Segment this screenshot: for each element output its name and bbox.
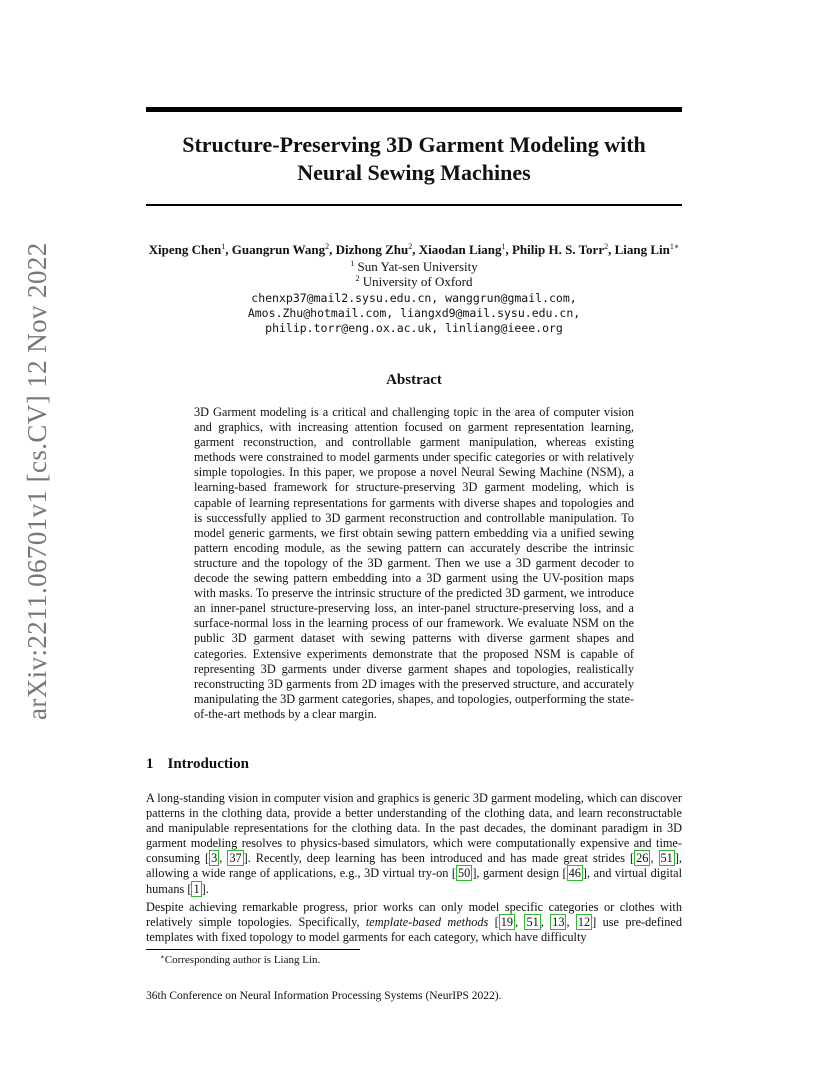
affiliation-name: Sun Yat-sen University — [357, 259, 478, 274]
email-line[interactable]: Amos.Zhu@hotmail.com, liangxd9@mail.sysu.edu.cn, — [247, 306, 581, 320]
author-name: Dizhong Zhu — [335, 242, 409, 257]
author-affiliation-mark: 2 — [325, 242, 330, 251]
footnote — [160, 954, 320, 966]
author-affiliation-mark: 1 — [221, 242, 226, 251]
citation-link[interactable]: 37 — [229, 851, 242, 866]
author-name: Liang Lin — [614, 242, 670, 257]
abstract-body: 3D Garment modeling is a critical and challenging topic in the area of computer vision and graphics, with increasing attention focused on garment representation learning, garment reconstruction, and controllable garment manipulation, whereas existing methods were constrained to model garments under specific categories or with relatively simple topologies. In this paper, we propose a novel Neural Sewing Machine (NSM), a learning-based framework for structure-preserving 3D garment modeling, which is capable of learning representations for garments with diverse shapes and topologies and is successfully applied to 3D garment reconstruction and controllable manipulation. To model generic garments, we first obtain sewing pattern embedding via a unified sewing pattern encoding module, as the sewing pattern can accurately describe the intrinsic structure and the topology of the 3D garment. Then we use a 3D garment decoder to decode the sewing pattern embedding into a 3D garment using the UV-position maps with masks. To preserve the intrinsic structure of the predicted 3D garment, we introduce an inner-panel structure-preserving loss, an inter-panel structure-preserving loss, and a surface-normal loss in the learning process of our framework. We evaluate NSM on the public 3D garment dataset with sewing patterns with diverse garment shapes and categories. Extensive experiments demonstrate that the proposed NSM is capable of representing 3D garments under diverse garment shapes and topologies, realistically reconstructing 3D garments from 2D images with the preserved structure, and accurately manipulating the 3D garment categories, shapes, and topologies, outperforming the state-of-the-art methods by a clear margin. — [194, 405, 634, 721]
email-line[interactable]: chenxp37@mail2.sysu.edu.cn, wanggrun@gmail.com, — [251, 291, 577, 305]
email-line[interactable]: philip.torr@eng.ox.ac.uk, linliang@ieee.org — [265, 321, 563, 335]
author-name: Xipeng Chen — [148, 242, 222, 257]
paragraph-text: ] use pre-defined templates with fixed topology to model garments for each category, which have difficulty — [146, 915, 682, 945]
citation-link[interactable]: 51 — [660, 851, 673, 866]
paragraph-text: ], garment design [ — [472, 866, 567, 881]
affiliation-mark: 2 — [355, 274, 360, 283]
affiliation-name: University of Oxford — [362, 274, 473, 289]
intro-paragraph-1 — [146, 791, 682, 897]
author-list: Xipeng Chen$^1$, Guangrun Wang$^2$, Dizhong Zhu$^2$, Xiaodan Liang$^1$, Philip H. S. Torr$^2$, Liang Lin$^{1∗}$ — [148, 242, 680, 257]
author-affiliation-mark: 1 — [501, 242, 506, 251]
paragraph-text: ]. Recently, deep learning has been introduced and has made great strides [ — [243, 851, 635, 866]
paragraph-text: ]. — [201, 881, 209, 896]
paragraph-text: A long-standing vision in computer vision and graphics is generic 3D garment modeling, which can discover patterns in the clothing data, provide a better understanding of the clothing data, and learn reconstructable and manipulable representations for the clothing data. In the past decades, the dominant paradigm in 3D garment modeling resolves to physics-based simulators, which were computationally expensive and time-consuming [ — [146, 791, 682, 866]
citation-link[interactable]: 46 — [568, 866, 581, 881]
author-name: Philip H. S. Torr — [511, 242, 605, 257]
affiliation — [146, 274, 682, 290]
paragraph-text: , — [540, 915, 551, 930]
citation-link[interactable]: 13 — [552, 915, 565, 930]
footnote-text: Corresponding author is Liang Lin. — [164, 954, 321, 966]
title-line-1: Structure-Preserving 3D Garment Modeling with — [182, 132, 646, 157]
section-title: Introduction — [167, 756, 249, 772]
author-name: Guangrun Wang — [231, 242, 326, 257]
abstract-heading: Abstract — [386, 372, 442, 388]
citation-link[interactable]: 26 — [636, 851, 649, 866]
citation-link[interactable]: 50 — [458, 866, 471, 881]
title-line-2: Neural Sewing Machines — [297, 160, 531, 185]
arxiv-identifier: arXiv:2211.06701v1 [cs.CV] 12 Nov 2022 — [22, 242, 52, 720]
section-number: 1 — [146, 756, 154, 772]
intro-paragraph-2 — [146, 900, 682, 945]
author-affiliation-mark: 2 — [604, 242, 609, 251]
affiliation — [146, 259, 682, 275]
paragraph-text: , — [515, 915, 525, 930]
paragraph-text: ], and virtual digital humans [ — [146, 866, 682, 896]
paragraph-text: [ — [488, 915, 499, 930]
paragraph-text: , — [566, 915, 576, 930]
title-top-rule — [146, 107, 682, 112]
paragraph-text: Despite achieving remarkable progress, prior works can only model specific categories or clothes with relatively simple topologies. Specifically, — [146, 900, 682, 930]
author-affiliation-mark: 1∗ — [669, 242, 680, 251]
citation-link[interactable]: 19 — [500, 915, 514, 930]
conference-note: 36th Conference on Neural Information Processing Systems (NeurIPS 2022). — [146, 990, 502, 1002]
citation-link[interactable]: 12 — [577, 915, 591, 930]
author-affiliation-mark: 2 — [408, 242, 413, 251]
footnote-mark: ∗ — [160, 953, 165, 961]
footnote-rule — [146, 949, 360, 950]
citation-link[interactable]: 1 — [193, 881, 200, 896]
paragraph-text: ], allowing a wide range of applications, e.g., 3D virtual try-on [ — [146, 851, 682, 881]
paragraph-text: , — [650, 851, 659, 866]
paragraph-text: , — [219, 851, 228, 866]
paper-title — [146, 131, 682, 187]
section-heading-introduction — [146, 756, 249, 773]
citation-link[interactable]: 51 — [526, 915, 539, 930]
emphasis-text: template-based methods — [365, 915, 489, 930]
author-name: Xiaodan Liang — [418, 242, 502, 257]
title-bottom-rule — [146, 204, 682, 206]
affiliation-mark: 1 — [350, 259, 355, 268]
citation-link[interactable]: 3 — [211, 851, 218, 866]
